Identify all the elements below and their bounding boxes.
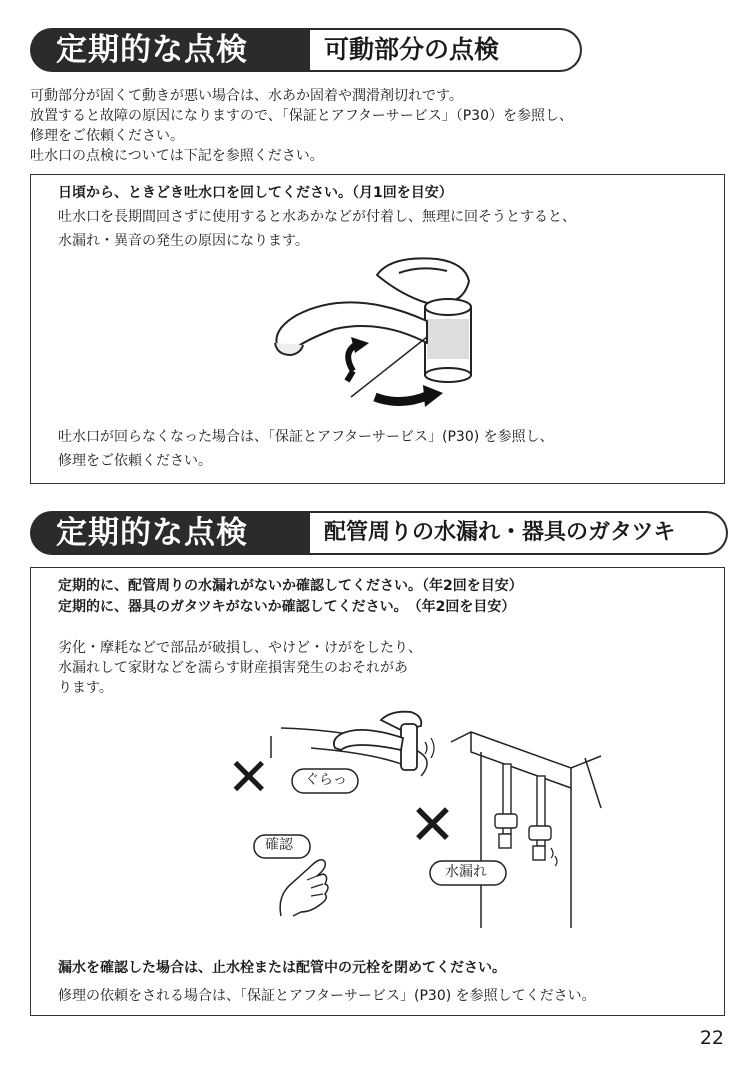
box2-footer-bold: 漏水を確認した場合は、止水栓または配管中の元栓を閉めてください。 bbox=[58, 960, 506, 976]
box1-body-line: 水漏れ・異音の発生の原因になります。 bbox=[58, 233, 309, 249]
section1-header-main: 定期的な点検 bbox=[30, 28, 310, 72]
box2-footer: 修理の依頼をされる場合は、「保証とアフターサービス」(P30) を参照してください。 bbox=[58, 988, 596, 1004]
section1-header-sub: 可動部分の点検 bbox=[310, 28, 582, 72]
box2-body-line: 水漏れして家財などを濡らす財産損害発生のおそれがあ bbox=[58, 660, 408, 676]
wobble-x-mark: ✕ bbox=[227, 748, 271, 808]
section2-header-main: 定期的な点検 bbox=[30, 511, 310, 555]
box2-title-line: 定期的に、器具のガタツキがないか確認してください。 （年2回を目安） bbox=[58, 599, 516, 615]
box1-body-line: 吐水口を長期間回さずに使用すると水あかなどが付着し、無理に回そうとすると、 bbox=[58, 209, 576, 225]
faucet-rotate-illustration bbox=[251, 247, 481, 417]
page-number: 22 bbox=[699, 1027, 724, 1049]
leak-label: 水漏れ bbox=[445, 864, 487, 880]
section1-intro bbox=[30, 86, 573, 166]
box2-body-line: ります。 bbox=[58, 680, 113, 696]
intro-line: 放置すると故障の原因になりますので、「保証とアフターサービス」（P30）を参照し、 bbox=[30, 108, 573, 124]
box1-footer-line: 吐水口が回らなくなった場合は、「保証とアフターサービス」(P30) を参照し、 bbox=[58, 429, 554, 445]
box1-title: 日頃から、ときどき吐水口を回してください。（月1回を目安） bbox=[58, 185, 453, 201]
section2-box bbox=[30, 567, 725, 1016]
wobble-label: ぐらっ bbox=[305, 772, 347, 788]
box2-body-line: 劣化・摩耗などで部品が破損し、やけど・けがをしたり、 bbox=[58, 640, 422, 656]
intro-line: 修理をご依頼ください。 bbox=[30, 128, 184, 144]
check-label: 確認 bbox=[265, 837, 293, 853]
section2-header-sub: 配管周りの水漏れ・器具のガタツキ bbox=[310, 511, 728, 555]
section1-box bbox=[30, 174, 725, 484]
pointing-hand-icon bbox=[271, 850, 341, 920]
intro-line: 吐水口の点検については下記を参照ください。 bbox=[30, 148, 324, 164]
intro-line: 可動部分が固くて動きが悪い場合は、水あか固着や潤滑剤切れです。 bbox=[30, 88, 463, 104]
box1-footer-line: 修理をご依頼ください。 bbox=[58, 453, 212, 469]
leak-x-mark: ✕ bbox=[409, 793, 456, 858]
pipe-leak-illustration bbox=[451, 728, 611, 928]
box2-title-line: 定期的に、配管周りの水漏れがないか確認してください。（年2回を目安） bbox=[58, 578, 523, 594]
